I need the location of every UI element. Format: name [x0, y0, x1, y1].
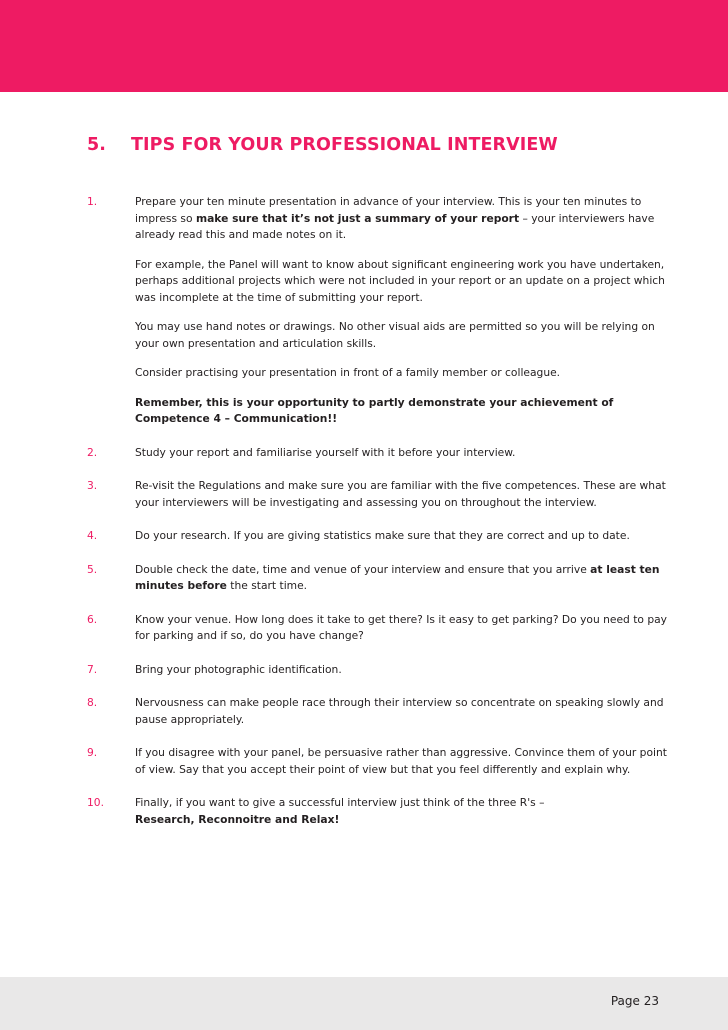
tip-body: [135, 194, 667, 428]
tip-body: [135, 612, 667, 645]
tip-paragraph: [135, 795, 667, 828]
tip-number: 4.: [87, 529, 98, 542]
tip-paragraph: [135, 695, 667, 728]
tip-paragraph: [135, 395, 667, 428]
tip-text-bold: Research, Reconnoitre and Relax!: [135, 812, 340, 826]
tip-number: 9.: [87, 746, 98, 759]
tip-text: Study your report and familiarise yourself with it before your interview.: [135, 445, 516, 459]
tip-text: Consider practising your presentation in front of a family member or colleague.: [135, 366, 561, 379]
tip-text: Do your research. If you are giving statistics make sure that they are correct and up to date.: [135, 529, 630, 542]
tip-number: 6.: [87, 612, 98, 626]
tip-item: [87, 478, 667, 511]
tip-item: [87, 745, 667, 778]
tip-text-bold: Remember, this is your opportunity to partly demonstrate your achievement of Competence 4 – Communication!!: [135, 395, 614, 425]
tip-number: 7.: [87, 662, 98, 676]
tip-body: [135, 445, 667, 462]
tip-body: [135, 745, 667, 778]
tip-paragraph: [135, 662, 667, 679]
tip-paragraph: [135, 257, 667, 307]
tip-text: Prepare your ten minute presentation in advance of your interview. This is your ten minutes to impress so: [135, 195, 642, 225]
tip-paragraph: [135, 478, 667, 511]
tip-text: For example, the Panel will want to know about significant engineering work you have undertaken, perhaps additional projects which were not included in your report or an update on a project which was incomplete at the time of submitting your report.: [135, 257, 665, 304]
tip-text: Double check the date, time and venue of your interview and ensure that you arrive: [135, 562, 591, 576]
tip-paragraph: [135, 194, 667, 244]
tip-paragraph: [135, 612, 667, 645]
tip-text: – your interviewers have already read this and made notes on it.: [135, 211, 655, 241]
section-heading: [87, 132, 558, 158]
tip-body: [135, 562, 667, 595]
tip-paragraph: [135, 445, 667, 462]
page-number: Page 23: [610, 994, 659, 1008]
tip-item: [87, 795, 667, 828]
tip-number: 3.: [87, 479, 98, 492]
tip-number: 8.: [87, 696, 98, 709]
tip-text-bold: make sure that it’s not just a summary of your report: [195, 211, 520, 225]
tip-item: [87, 695, 667, 728]
tip-text: Nervousness can make people race through their interview so concentrate on speaking slowly and pause appropriately.: [135, 696, 664, 726]
tip-text: Finally, if you want to give a successful interview just think of the three R's –: [135, 796, 545, 809]
tip-body: [135, 662, 667, 679]
tip-paragraph: [135, 365, 667, 382]
tip-paragraph: [135, 528, 667, 545]
tip-item: [87, 445, 667, 462]
tip-number: 5.: [87, 562, 98, 576]
tip-number: 2.: [87, 445, 98, 459]
tip-item: [87, 662, 667, 679]
tip-body: [135, 478, 667, 511]
tip-number: 10.: [87, 796, 104, 809]
tip-paragraph: [135, 319, 667, 352]
tip-text: Know your venue. How long does it take to get there? Is it easy to get parking? Do you need to pay for parking and if so, do you have change?: [135, 612, 668, 642]
tip-paragraph: [135, 745, 667, 778]
tip-item: [87, 528, 667, 545]
tip-text: Re-visit the Regulations and make sure you are familiar with the five competences. These are what your interviewers will be investigating and assessing you on throughout the interview.: [135, 479, 666, 509]
section-number: 5.: [87, 135, 107, 155]
tip-item: [87, 562, 667, 595]
tip-text: If you disagree with your panel, be persuasive rather than aggressive. Convince them of your point of view. Say that you accept their point of view but that you feel differently and explain why.: [135, 746, 667, 776]
tip-number: 1.: [87, 195, 98, 208]
tip-item: [87, 194, 667, 428]
tip-text-bold: at least ten minutes before: [135, 562, 660, 592]
tips-list: [87, 194, 667, 845]
section-title: TIPS FOR YOUR PROFESSIONAL INTERVIEW: [131, 135, 558, 155]
tip-paragraph: [135, 562, 667, 595]
tip-body: [135, 528, 667, 545]
tip-body: [135, 795, 667, 828]
tip-body: [135, 695, 667, 728]
header-band: [0, 0, 728, 92]
tip-text: the start time.: [226, 579, 308, 592]
tip-text: You may use hand notes or drawings. No other visual aids are permitted so you will be relying on your own presentation and articulation skills.: [135, 320, 655, 350]
tip-text: Bring your photographic identification.: [135, 662, 342, 676]
tip-item: [87, 612, 667, 645]
